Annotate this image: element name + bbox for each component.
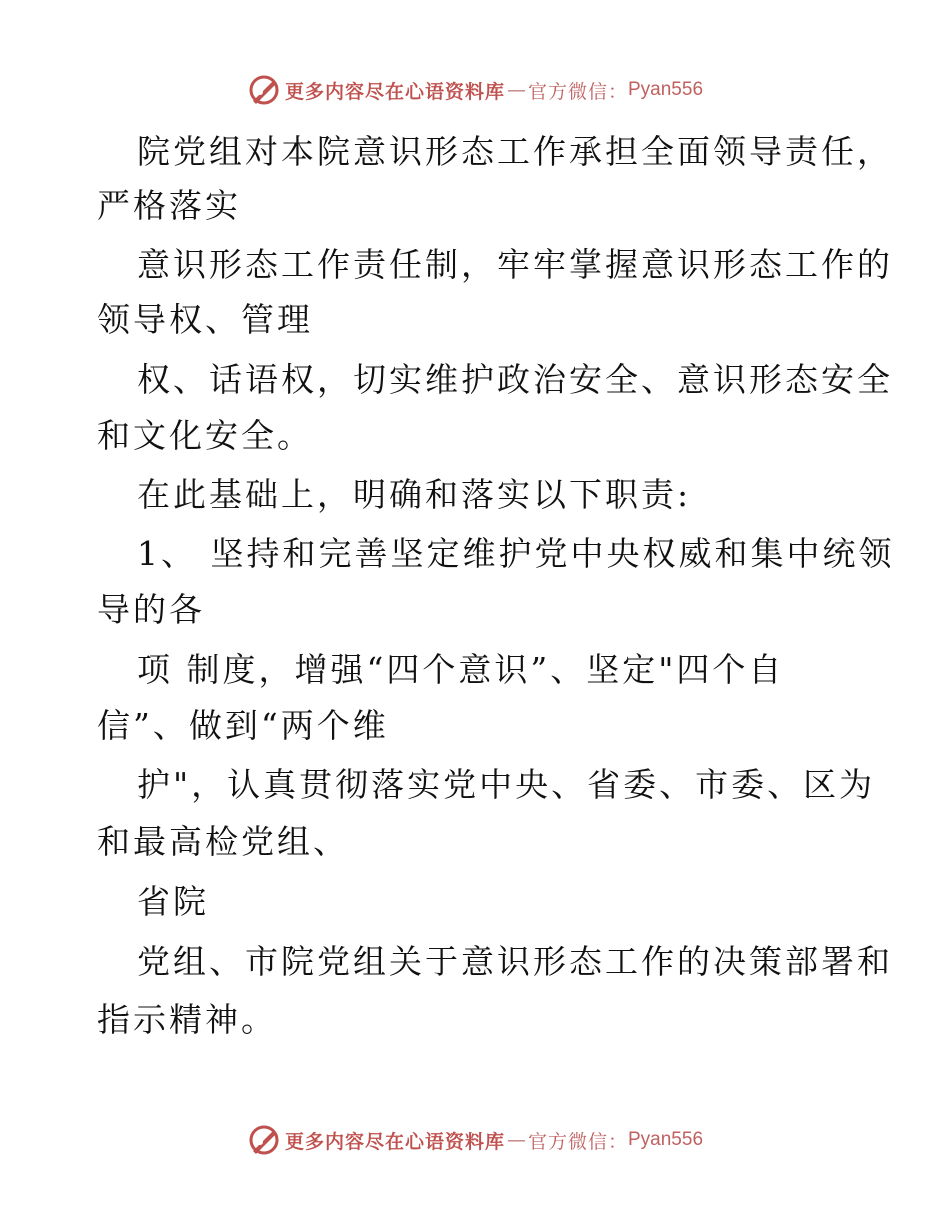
text-line: 和最高检党组、: [97, 822, 349, 861]
watermark-dash: —: [506, 1129, 526, 1151]
watermark-dash: —: [506, 79, 526, 101]
text-line: 1、 坚持和完善坚定维护党中央权威和集中统领: [137, 534, 895, 573]
watermark-footer: [0, 1120, 950, 1160]
text-line: 权、话语权，切实维护政治安全、意识形态安全: [137, 360, 893, 399]
text-line: 护"，认真贯彻落实党中央、省委、市委、区为: [137, 765, 876, 804]
text-line: 意识形态工作责任制，牢牢掌握意识形态工作的: [137, 245, 893, 284]
text-line: 在此基础上，明确和落实以下职责:: [137, 475, 692, 514]
watermark-main-text: 更多内容尽在心语资料库: [284, 1130, 505, 1153]
text-line: 和文化安全。: [97, 416, 313, 455]
text-line: 严格落实: [97, 186, 241, 225]
text-line: 指示精神。: [97, 1000, 277, 1039]
text-line: 院党组对本院意识形态工作承担全面领导责任，: [137, 132, 893, 171]
watermark-sub-text: 官方微信：: [527, 80, 628, 103]
watermark-id: Pyan556: [628, 79, 704, 100]
text-line: 省院: [137, 882, 209, 921]
text-line: 领导权、管理: [97, 300, 313, 339]
watermark-main-text: 更多内容尽在心语资料库: [284, 80, 505, 103]
text-line: 党组、市院党组关于意识形态工作的决策部署和: [137, 942, 893, 981]
text-line: 信”、做到“两个维: [97, 706, 389, 745]
watermark-sub-text: 官方微信：: [527, 1130, 628, 1153]
text-line: 项 制度，增强“四个意识”、坚定"四个自: [137, 650, 785, 689]
document-body: [0, 120, 950, 1060]
pen-logo-icon: [247, 73, 281, 107]
watermark-id: Pyan556: [628, 1129, 704, 1150]
text-line: 导的各: [97, 590, 205, 629]
watermark-header: [0, 70, 950, 110]
pen-logo-icon: [247, 1123, 281, 1157]
